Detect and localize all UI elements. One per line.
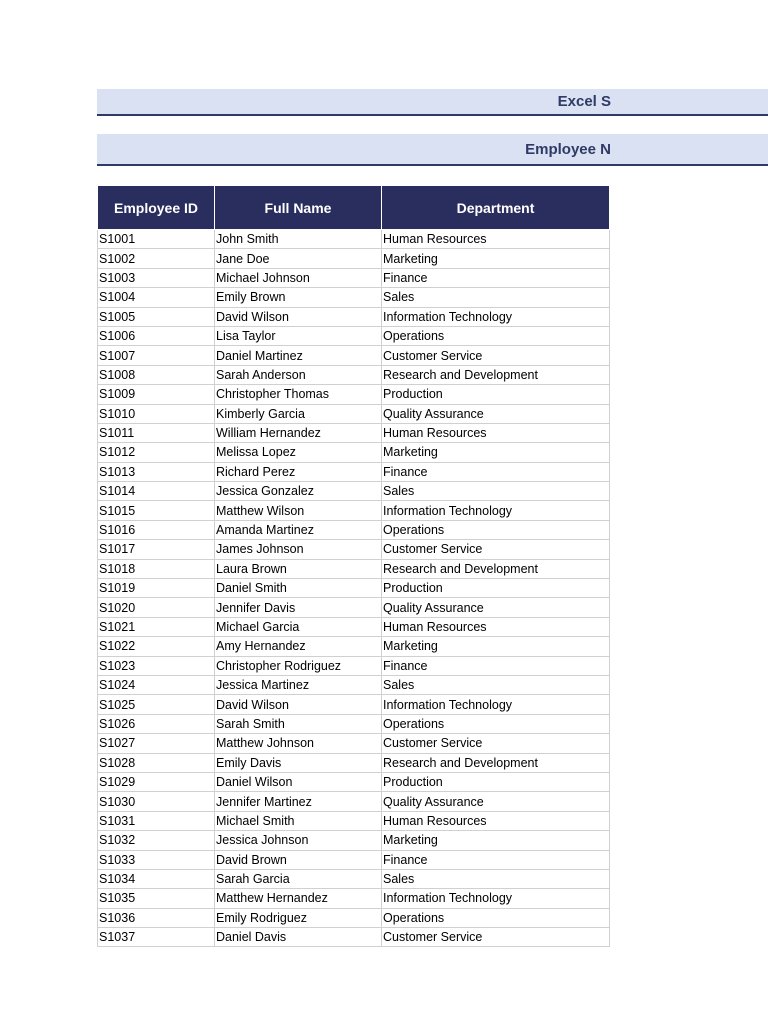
cell-department[interactable]: Sales xyxy=(382,869,610,888)
cell-department[interactable]: Human Resources xyxy=(382,230,610,249)
table-row xyxy=(98,326,610,345)
cell-department[interactable]: Marketing xyxy=(382,637,610,656)
cell-department[interactable]: Sales xyxy=(382,675,610,694)
cell-department[interactable]: Customer Service xyxy=(382,928,610,947)
cell-department[interactable]: Finance xyxy=(382,656,610,675)
table-row xyxy=(98,404,610,423)
cell-employee-id[interactable]: S1029 xyxy=(98,772,215,791)
table-row xyxy=(98,792,610,811)
cell-employee-id[interactable]: S1010 xyxy=(98,404,215,423)
table-row xyxy=(98,695,610,714)
cell-department[interactable]: Research and Development xyxy=(382,365,610,384)
cell-full-name[interactable]: Lisa Taylor xyxy=(215,326,382,345)
cell-employee-id[interactable]: S1017 xyxy=(98,540,215,559)
subtitle-band xyxy=(97,134,768,166)
table-body xyxy=(98,230,610,947)
table-row xyxy=(98,753,610,772)
cell-employee-id[interactable]: S1004 xyxy=(98,288,215,307)
cell-full-name[interactable]: Daniel Davis xyxy=(215,928,382,947)
table-row xyxy=(98,675,610,694)
cell-full-name[interactable]: Amanda Martinez xyxy=(215,520,382,539)
cell-employee-id[interactable]: S1031 xyxy=(98,811,215,830)
table-row xyxy=(98,346,610,365)
table-row xyxy=(98,617,610,636)
cell-full-name[interactable]: John Smith xyxy=(215,230,382,249)
cell-department[interactable]: Information Technology xyxy=(382,889,610,908)
cell-employee-id[interactable]: S1006 xyxy=(98,326,215,345)
cell-department[interactable]: Marketing xyxy=(382,443,610,462)
cell-full-name[interactable]: Matthew Wilson xyxy=(215,501,382,520)
cell-department[interactable]: Finance xyxy=(382,462,610,481)
table-row xyxy=(98,482,610,501)
cell-department[interactable]: Operations xyxy=(382,520,610,539)
cell-department[interactable]: Information Technology xyxy=(382,695,610,714)
cell-full-name[interactable]: Emily Davis xyxy=(215,753,382,772)
table-row xyxy=(98,908,610,927)
cell-employee-id[interactable]: S1018 xyxy=(98,559,215,578)
cell-employee-id[interactable]: S1021 xyxy=(98,617,215,636)
cell-department[interactable]: Human Resources xyxy=(382,423,610,442)
cell-full-name[interactable]: Michael Garcia xyxy=(215,617,382,636)
cell-department[interactable]: Marketing xyxy=(382,249,610,268)
cell-employee-id[interactable]: S1034 xyxy=(98,869,215,888)
cell-full-name[interactable]: Christopher Thomas xyxy=(215,385,382,404)
cell-department[interactable]: Human Resources xyxy=(382,811,610,830)
cell-employee-id[interactable]: S1005 xyxy=(98,307,215,326)
cell-department[interactable]: Sales xyxy=(382,482,610,501)
table-row xyxy=(98,579,610,598)
sheet-subtitle: Employee N xyxy=(525,140,611,158)
cell-employee-id[interactable]: S1033 xyxy=(98,850,215,869)
cell-employee-id[interactable]: S1028 xyxy=(98,753,215,772)
cell-full-name[interactable]: Richard Perez xyxy=(215,462,382,481)
cell-employee-id[interactable]: S1019 xyxy=(98,579,215,598)
table-row xyxy=(98,288,610,307)
cell-department[interactable]: Quality Assurance xyxy=(382,792,610,811)
cell-employee-id[interactable]: S1023 xyxy=(98,656,215,675)
cell-full-name[interactable]: Daniel Smith xyxy=(215,579,382,598)
cell-full-name[interactable]: Kimberly Garcia xyxy=(215,404,382,423)
cell-employee-id[interactable]: S1007 xyxy=(98,346,215,365)
cell-full-name[interactable]: Jessica Martinez xyxy=(215,675,382,694)
cell-full-name[interactable]: Jessica Gonzalez xyxy=(215,482,382,501)
cell-full-name[interactable]: William Hernandez xyxy=(215,423,382,442)
cell-full-name[interactable]: Melissa Lopez xyxy=(215,443,382,462)
table-row xyxy=(98,365,610,384)
table-row xyxy=(98,831,610,850)
cell-department[interactable]: Production xyxy=(382,579,610,598)
table-row xyxy=(98,423,610,442)
employee-table xyxy=(97,185,610,947)
cell-employee-id[interactable]: S1020 xyxy=(98,598,215,617)
cell-department[interactable]: Customer Service xyxy=(382,540,610,559)
cell-employee-id[interactable]: S1024 xyxy=(98,675,215,694)
cell-full-name[interactable]: Sarah Smith xyxy=(215,714,382,733)
cell-employee-id[interactable]: S1035 xyxy=(98,889,215,908)
table-row xyxy=(98,869,610,888)
cell-department[interactable]: Operations xyxy=(382,714,610,733)
cell-department[interactable]: Human Resources xyxy=(382,617,610,636)
table-row xyxy=(98,772,610,791)
table-row xyxy=(98,520,610,539)
cell-full-name[interactable]: Michael Johnson xyxy=(215,268,382,287)
cell-employee-id[interactable]: S1013 xyxy=(98,462,215,481)
cell-full-name[interactable]: Jessica Johnson xyxy=(215,831,382,850)
cell-department[interactable]: Finance xyxy=(382,268,610,287)
table-row xyxy=(98,462,610,481)
cell-full-name[interactable]: David Brown xyxy=(215,850,382,869)
cell-employee-id[interactable]: S1002 xyxy=(98,249,215,268)
table-row xyxy=(98,249,610,268)
column-header-full-name[interactable]: Full Name xyxy=(215,186,382,230)
cell-full-name[interactable]: Christopher Rodriguez xyxy=(215,656,382,675)
cell-department[interactable]: Production xyxy=(382,772,610,791)
column-header-employee-id[interactable]: Employee ID xyxy=(98,186,215,230)
cell-department[interactable]: Operations xyxy=(382,908,610,927)
table-row xyxy=(98,443,610,462)
cell-full-name[interactable]: Jane Doe xyxy=(215,249,382,268)
cell-employee-id[interactable]: S1027 xyxy=(98,734,215,753)
cell-department[interactable]: Information Technology xyxy=(382,307,610,326)
table-row xyxy=(98,714,610,733)
table-row xyxy=(98,734,610,753)
table-row xyxy=(98,656,610,675)
table-row xyxy=(98,850,610,869)
cell-department[interactable]: Research and Development xyxy=(382,753,610,772)
cell-full-name[interactable]: David Wilson xyxy=(215,695,382,714)
cell-full-name[interactable]: James Johnson xyxy=(215,540,382,559)
cell-full-name[interactable]: Emily Rodriguez xyxy=(215,908,382,927)
cell-full-name[interactable]: Jennifer Martinez xyxy=(215,792,382,811)
cell-department[interactable]: Research and Development xyxy=(382,559,610,578)
table-row xyxy=(98,928,610,947)
cell-full-name[interactable]: Emily Brown xyxy=(215,288,382,307)
title-band xyxy=(97,89,768,116)
cell-department[interactable]: Finance xyxy=(382,850,610,869)
cell-department[interactable]: Quality Assurance xyxy=(382,598,610,617)
cell-full-name[interactable]: Daniel Martinez xyxy=(215,346,382,365)
cell-employee-id[interactable]: S1011 xyxy=(98,423,215,442)
header-row xyxy=(98,186,610,230)
table-row xyxy=(98,811,610,830)
cell-employee-id[interactable]: S1012 xyxy=(98,443,215,462)
sheet-title: Excel S xyxy=(557,93,611,110)
cell-employee-id[interactable]: S1016 xyxy=(98,520,215,539)
cell-full-name[interactable]: Sarah Garcia xyxy=(215,869,382,888)
cell-employee-id[interactable]: S1026 xyxy=(98,714,215,733)
cell-employee-id[interactable]: S1036 xyxy=(98,908,215,927)
cell-department[interactable]: Production xyxy=(382,385,610,404)
table-row xyxy=(98,385,610,404)
cell-employee-id[interactable]: S1037 xyxy=(98,928,215,947)
cell-full-name[interactable]: Amy Hernandez xyxy=(215,637,382,656)
cell-full-name[interactable]: Daniel Wilson xyxy=(215,772,382,791)
cell-department[interactable]: Sales xyxy=(382,288,610,307)
table-row xyxy=(98,559,610,578)
cell-department[interactable]: Customer Service xyxy=(382,346,610,365)
cell-employee-id[interactable]: S1009 xyxy=(98,385,215,404)
cell-department[interactable]: Information Technology xyxy=(382,501,610,520)
cell-full-name[interactable]: Matthew Johnson xyxy=(215,734,382,753)
cell-employee-id[interactable]: S1015 xyxy=(98,501,215,520)
column-header-department[interactable]: Department xyxy=(382,186,610,230)
table-row xyxy=(98,540,610,559)
cell-employee-id[interactable]: S1030 xyxy=(98,792,215,811)
cell-employee-id[interactable]: S1032 xyxy=(98,831,215,850)
cell-department[interactable]: Operations xyxy=(382,326,610,345)
table-row xyxy=(98,268,610,287)
cell-full-name[interactable]: Michael Smith xyxy=(215,811,382,830)
cell-employee-id[interactable]: S1008 xyxy=(98,365,215,384)
table-row xyxy=(98,307,610,326)
cell-department[interactable]: Marketing xyxy=(382,831,610,850)
table-row xyxy=(98,637,610,656)
cell-employee-id[interactable]: S1014 xyxy=(98,482,215,501)
cell-full-name[interactable]: David Wilson xyxy=(215,307,382,326)
cell-employee-id[interactable]: S1003 xyxy=(98,268,215,287)
cell-employee-id[interactable]: S1022 xyxy=(98,637,215,656)
cell-employee-id[interactable]: S1025 xyxy=(98,695,215,714)
cell-department[interactable]: Quality Assurance xyxy=(382,404,610,423)
cell-full-name[interactable]: Jennifer Davis xyxy=(215,598,382,617)
cell-full-name[interactable]: Matthew Hernandez xyxy=(215,889,382,908)
table-row xyxy=(98,889,610,908)
table-row xyxy=(98,230,610,249)
cell-employee-id[interactable]: S1001 xyxy=(98,230,215,249)
cell-department[interactable]: Customer Service xyxy=(382,734,610,753)
table-row xyxy=(98,598,610,617)
table-row xyxy=(98,501,610,520)
cell-full-name[interactable]: Laura Brown xyxy=(215,559,382,578)
cell-full-name[interactable]: Sarah Anderson xyxy=(215,365,382,384)
